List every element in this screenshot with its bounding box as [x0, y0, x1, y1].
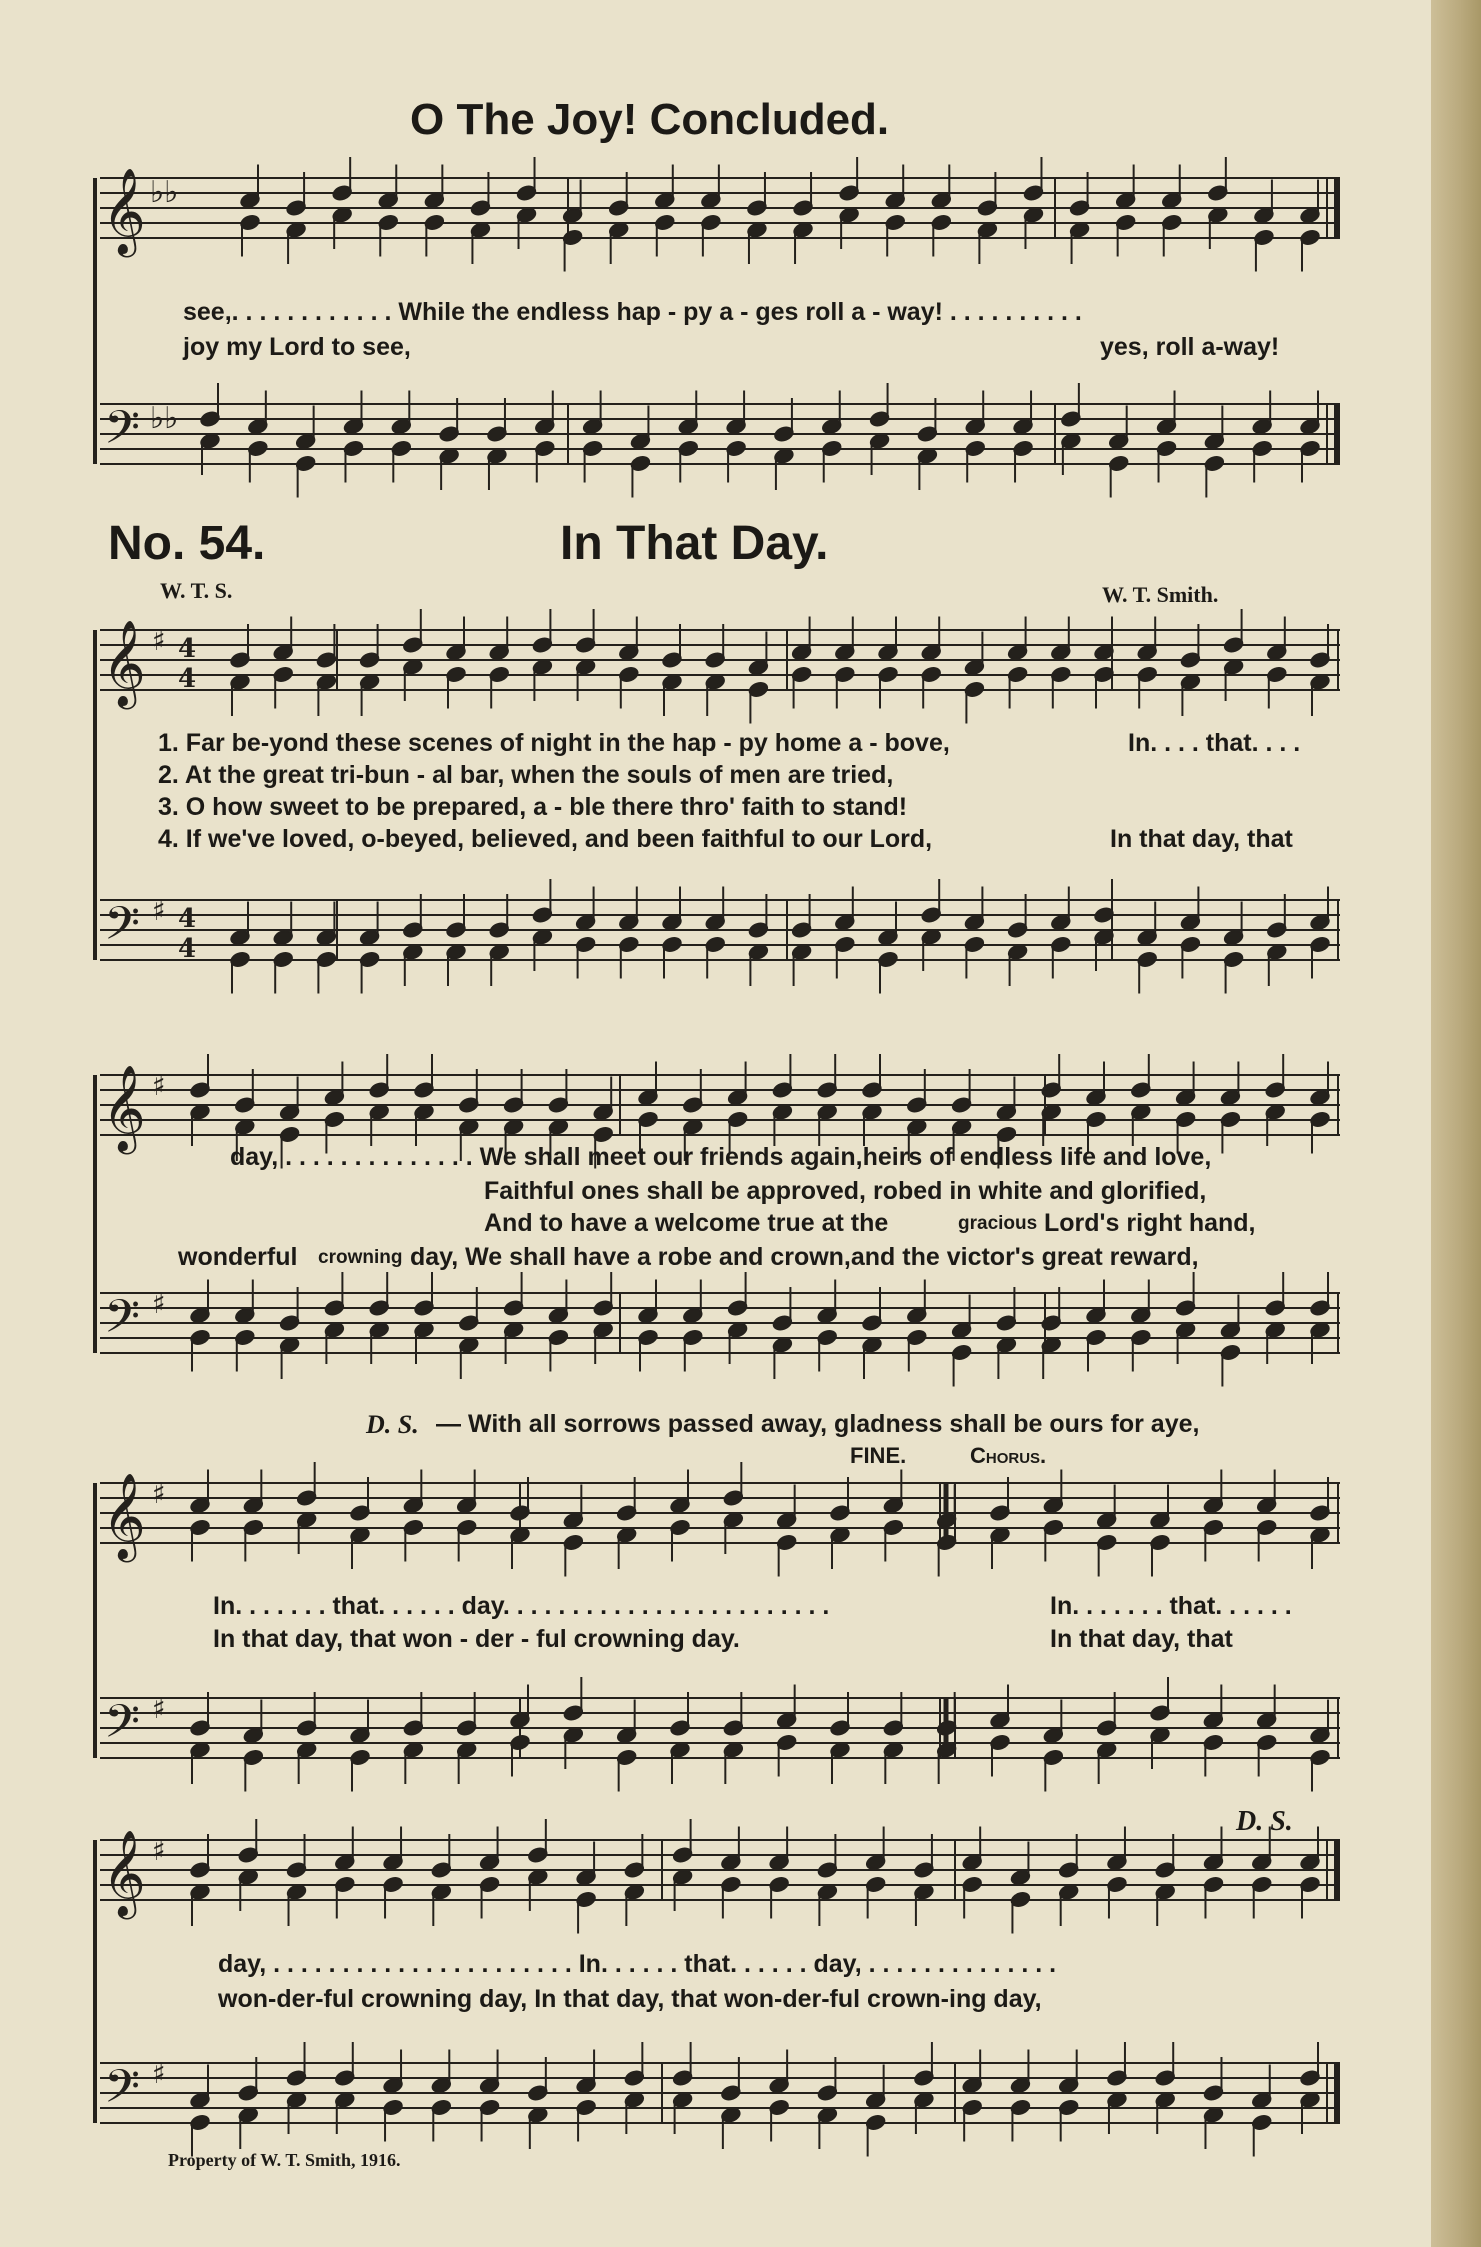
- concluded-lyric-1: see,. . . . . . . . . . . . While the endless hap - py a - ges roll a - way! . . . . . . . . . .: [183, 298, 1082, 326]
- svg-text:♯: ♯: [152, 1834, 166, 1867]
- svg-text:𝄞: 𝄞: [102, 1473, 146, 1559]
- svg-text:♯: ♯: [152, 2057, 166, 2090]
- refrain-line-4c: day, We shall have a robe and crown,and the victor's great reward,: [410, 1243, 1199, 1271]
- svg-text:♯: ♯: [152, 1287, 166, 1320]
- music-credit: W. T. Smith.: [1102, 582, 1219, 607]
- system-4-bass: [100, 1698, 1340, 1758]
- refrain-line-3a: And to have a welcome true at the: [484, 1209, 889, 1237]
- svg-text:4: 4: [178, 934, 197, 964]
- ds-end-marking: D. S.: [1236, 1806, 1293, 1837]
- chorus-line-1a: In. . . . . . . that. . . . . . day. . . . . . . . . . . . . . . . . . . . . . . .: [213, 1592, 830, 1620]
- system-5-bass: [100, 2063, 1340, 2123]
- refrain-line-4a: wonderful: [178, 1243, 298, 1271]
- verse-1-tail: In. . . . that. . . .: [1128, 729, 1301, 757]
- refrain-line-3c: Lord's right hand,: [1044, 1209, 1256, 1237]
- refrain-line-1: day, . . . . . . . . . . . . . . We shall meet our friends again,heirs of endless life and love,: [230, 1143, 1212, 1171]
- svg-text:4: 4: [178, 664, 197, 694]
- svg-text:𝄢: 𝄢: [104, 401, 141, 466]
- svg-text:♯: ♯: [152, 894, 166, 927]
- verse-4-line: 4. If we've loved, o-beyed, believed, and been faithful to our Lord,: [158, 825, 933, 853]
- verse-2-line: 2. At the great tri-bun - al bar, when the souls of men are tried,: [158, 761, 894, 789]
- refrain-line-2: Faithful ones shall be approved, robed in white and glorified,: [484, 1177, 1207, 1205]
- refrain-line-4b: crowning: [318, 1247, 403, 1268]
- svg-text:♯: ♯: [152, 1692, 166, 1725]
- concluded-title: O The Joy! Concluded.: [410, 95, 890, 144]
- system-3-treble: [100, 1075, 1340, 1135]
- chorus-line-3a: day, . . . . . . . . . . . . . . . . . . . . . . In. . . . . . that. . . . . . day, . . . . . . . . . . . . . .: [218, 1950, 1057, 1978]
- verse-3-line: 3. O how sweet to be prepared, a - ble there thro' faith to stand!: [158, 793, 908, 821]
- words-credit: W. T. S.: [160, 578, 233, 603]
- fine-marking: FINE.: [850, 1443, 907, 1468]
- svg-text:4: 4: [178, 634, 197, 664]
- system-4-treble: [100, 1483, 1340, 1543]
- svg-text:𝄞: 𝄞: [102, 1830, 146, 1916]
- chorus-line-3b: won-der-ful crowning day, In that day, that won-der-ful crown-ing day,: [218, 1985, 1042, 2013]
- svg-text:♭♭: ♭♭: [150, 401, 179, 436]
- ds-line: — With all sorrows passed away, gladness shall be ours for aye,: [436, 1410, 1200, 1438]
- system-1-treble: [100, 178, 1340, 238]
- svg-text:♭♭: ♭♭: [150, 175, 179, 210]
- svg-text:4: 4: [178, 904, 197, 934]
- svg-text:𝄞: 𝄞: [102, 1065, 146, 1151]
- svg-text:𝄢: 𝄢: [104, 1695, 141, 1760]
- svg-text:𝄞: 𝄞: [102, 168, 146, 254]
- svg-text:𝄢: 𝄢: [104, 2060, 141, 2125]
- system-5-treble: [100, 1840, 1340, 1900]
- system-2-bass: [100, 900, 1340, 960]
- verse-1-line: 1. Far be-yond these scenes of night in the hap - py home a - bove,: [158, 729, 950, 757]
- concluded-lyric-2: joy my Lord to see,: [183, 333, 411, 361]
- chorus-line-2b: In that day, that: [1050, 1625, 1233, 1653]
- svg-text:♯: ♯: [152, 1477, 166, 1510]
- system-1-bass: [100, 404, 1340, 464]
- chorus-marking: Chorus.: [970, 1443, 1047, 1468]
- ds-label: D. S.: [366, 1410, 419, 1439]
- chorus-line-1b: In. . . . . . . that. . . . . .: [1050, 1592, 1292, 1620]
- hymn-number: No. 54.: [108, 517, 266, 570]
- svg-text:♯: ♯: [152, 1069, 166, 1102]
- refrain-line-3b: gracious: [958, 1213, 1038, 1234]
- verse-4-tail: In that day, that: [1110, 825, 1293, 853]
- hymn-title: In That Day.: [560, 517, 829, 570]
- svg-text:𝄞: 𝄞: [102, 620, 146, 706]
- svg-text:𝄢: 𝄢: [104, 897, 141, 962]
- svg-text:♯: ♯: [152, 624, 166, 657]
- copyright-notice: Property of W. T. Smith, 1916.: [168, 2150, 401, 2170]
- chorus-line-2a: In that day, that won - der - ful crowning day.: [213, 1625, 740, 1653]
- concluded-lyric-3: yes, roll a-way!: [1100, 333, 1280, 361]
- svg-text:𝄢: 𝄢: [104, 1290, 141, 1355]
